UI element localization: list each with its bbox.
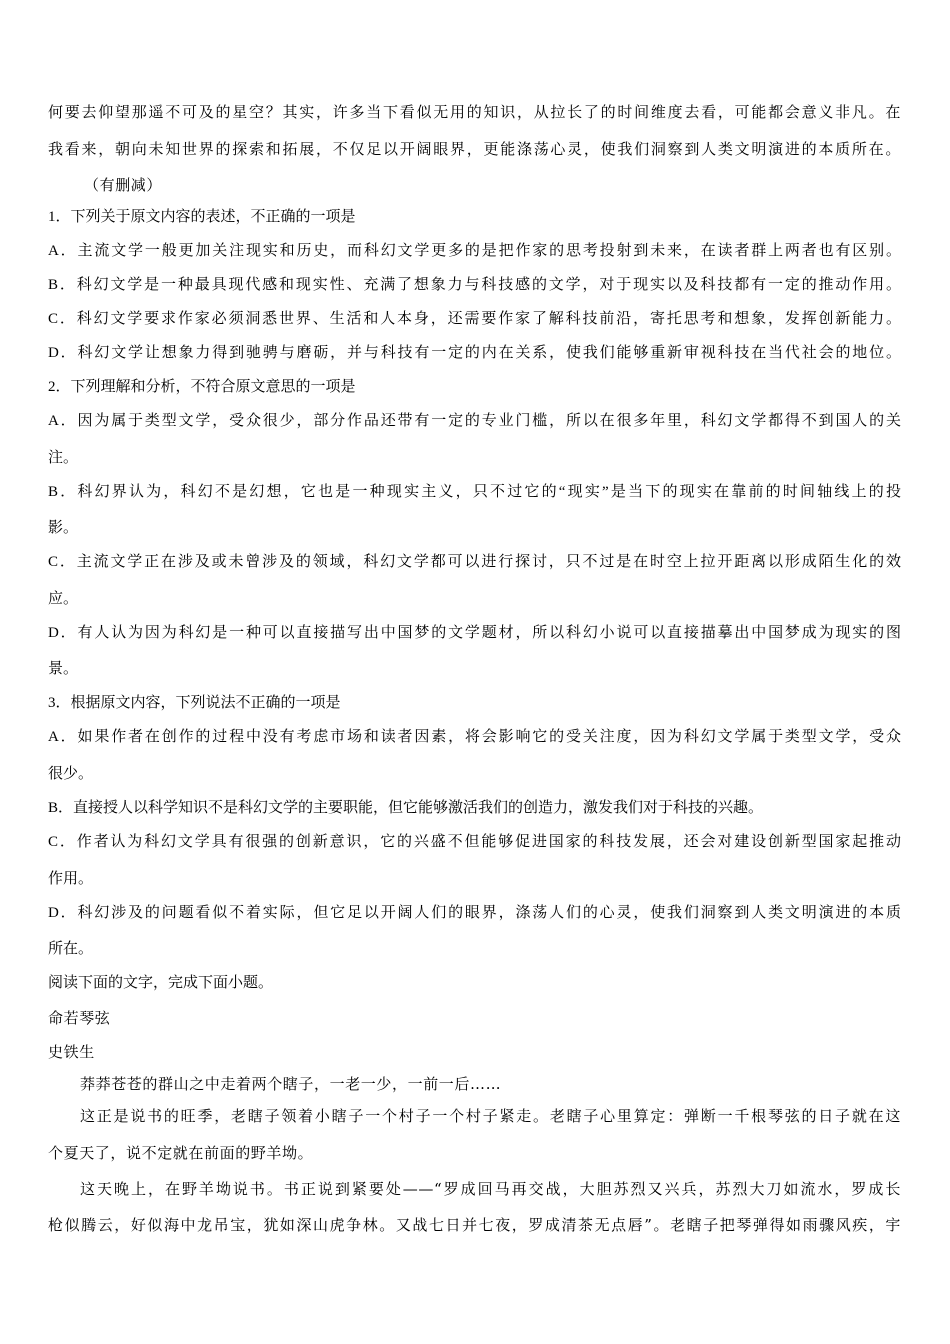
q1-option-a: A．主流文学一般更加关注现实和历史，而科幻文学更多的是把作家的思考投射到未来，在读者群上两者也有区别。: [48, 243, 901, 259]
q2-option-a-line-1: A．因为属于类型文学，受众很少，部分作品还带有一定的专业门槛，所以在很多年里，科幻文学都得不到国人的关: [48, 413, 901, 429]
story-paragraph-3-line-1: 这天晚上，在野羊坳说书。书正说到紧要处——“罗成回马再交战，大胆苏烈又兴兵，苏烈大刀如流水，罗成长: [80, 1180, 901, 1198]
q3-option-a-line-2: 很少。: [48, 766, 94, 782]
q2-option-d-line-1: D．有人认为因为科幻是一种可以直接描写出中国梦的文学题材，所以科幻小说可以直接描摹出中国梦成为现实的图: [48, 625, 901, 641]
question-1-stem: 1．下列关于原文内容的表述，不正确的一项是: [48, 209, 356, 225]
q2-option-b-line-2: 影。: [48, 520, 79, 536]
story-paragraph-2-line-1: 这正是说书的旺季，老瞎子领着小瞎子一个村子一个村子紧走。老瞎子心里算定：弹断一千根琴弦的日子就在这: [80, 1107, 901, 1125]
q3-option-c-line-1: C．作者认为科幻文学具有很强的创新意识，它的兴盛不但能够促进国家的科技发展，还会对建设创新型国家起推动: [48, 834, 901, 850]
question-3-stem: 3．根据原文内容，下列说法不正确的一项是: [48, 695, 341, 711]
question-2-stem: 2．下列理解和分析，不符合原文意思的一项是: [48, 379, 356, 395]
reading-instruction: 阅读下面的文字，完成下面小题。: [48, 975, 274, 991]
q1-option-c: C．科幻文学要求作家必须洞悉世界、生活和人本身，还需要作家了解科技前沿，寄托思考和想象，发挥创新能力。: [48, 311, 901, 327]
story-paragraph-1: 莽莽苍苍的群山之中走着两个瞎子，一老一少，一前一后……: [80, 1075, 502, 1093]
q2-option-c-line-2: 应。: [48, 591, 79, 607]
q2-option-b-line-1: B．科幻界认为，科幻不是幻想，它也是一种现实主义，只不过它的“现实”是当下的现实在靠前的时间轴线上的投: [48, 484, 901, 500]
story-title: 命若琴弦: [48, 1009, 111, 1027]
q1-option-b: B．科幻文学是一种最具现代感和现实性、充满了想象力与科技感的文学，对于现实以及科技都有一定的推动作用。: [48, 277, 901, 293]
story-paragraph-2-line-2: 个夏天了，说不定就在前面的野羊坳。: [48, 1144, 314, 1162]
q1-option-d: D．科幻文学让想象力得到驰骋与磨砺，并与科技有一定的内在关系，使我们能够重新审视科技在当代社会的地位。: [48, 345, 901, 361]
q2-option-a-line-2: 注。: [48, 450, 79, 466]
q3-option-d-line-1: D．科幻涉及的问题看似不着实际，但它足以开阔人们的眼界，涤荡人们的心灵，使我们洞察到人类文明演进的本质: [48, 905, 901, 921]
q3-option-b: B．直接授人以科学知识不是科幻文学的主要职能，但它能够激活我们的创造力，激发我们对于科技的兴趣。: [48, 800, 764, 816]
story-paragraph-3-line-2: 枪似腾云，好似海中龙吊宝，犹如深山虎争林。又战七日并七夜，罗成清茶无点唇”。老瞎子把琴弹得如雨骤风疾，宇: [48, 1216, 901, 1234]
intro-line-1: 何要去仰望那遥不可及的星空？其实，许多当下看似无用的知识，从拉长了的时间维度去看，可能都会意义非凡。在: [48, 103, 901, 121]
q3-option-c-line-2: 作用。: [48, 871, 94, 887]
q3-option-d-line-2: 所在。: [48, 941, 94, 957]
abridged-note: （有删减）: [84, 176, 163, 194]
q2-option-c-line-1: C．主流文学正在涉及或未曾涉及的领域，科幻文学都可以进行探讨，只不过是在时空上拉开距离以形成陌生化的效: [48, 554, 901, 570]
q3-option-a-line-1: A．如果作者在创作的过程中没有考虑市场和读者因素，将会影响它的受关注度，因为科幻文学属于类型文学，受众: [48, 729, 901, 745]
story-author: 史铁生: [48, 1043, 95, 1061]
intro-line-2: 我看来，朝向未知世界的探索和拓展，不仅足以开阔眼界，更能涤荡心灵，使我们洞察到人类文明演进的本质所在。: [48, 140, 901, 158]
q2-option-d-line-2: 景。: [48, 661, 79, 677]
